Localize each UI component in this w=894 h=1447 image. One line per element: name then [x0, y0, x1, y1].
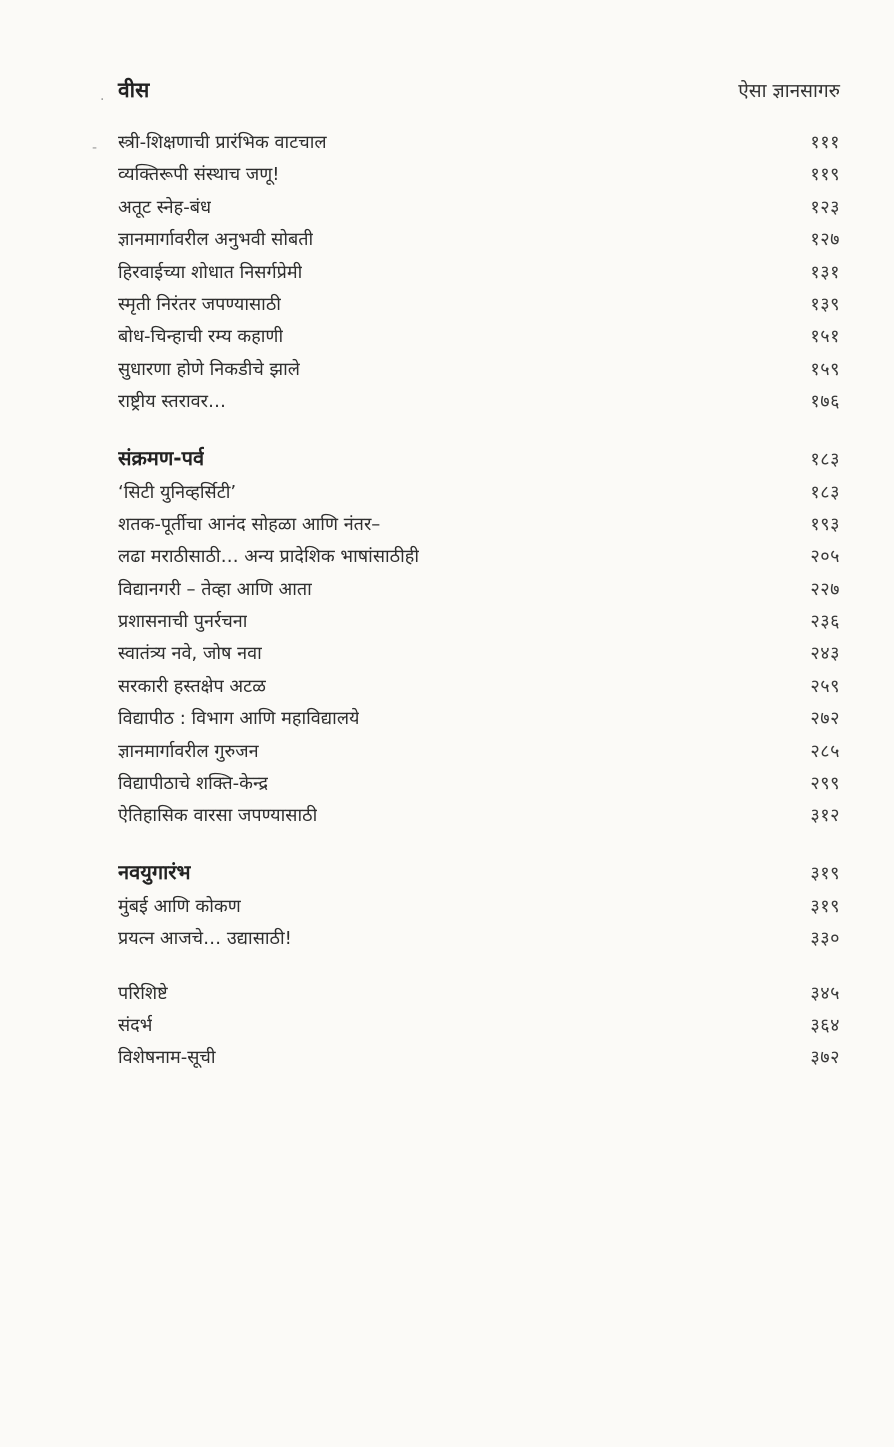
entry-title: प्रयत्न आजचे… उद्यासाठी!: [118, 928, 292, 950]
entry-title: विद्यापीठ : विभाग आणि महाविद्यालये: [118, 708, 360, 730]
entry-page: १९३: [810, 513, 840, 535]
entry-page: २७२: [810, 708, 840, 730]
entry-title: मुंबई आणि कोकण: [118, 895, 241, 917]
entry-title: ‘सिटी युनिव्हर्सिटी’: [118, 481, 237, 503]
table-of-contents: [118, 130, 840, 1078]
page-number-word: वीस: [118, 78, 150, 102]
toc-group-1: [118, 130, 840, 422]
toc-entry: [118, 641, 840, 673]
toc-entry: [118, 577, 840, 609]
entry-title: संदर्भ: [118, 1014, 153, 1036]
entry-page: २०५: [810, 546, 840, 568]
entry-title: विशेषनाम-सूची: [118, 1047, 216, 1069]
entry-title: स्वातंत्र्य नवे, जोष नवा: [118, 643, 262, 665]
section-page: ३१९: [810, 862, 840, 884]
toc-entry: [118, 389, 840, 421]
entry-title: परिशिष्टे: [118, 982, 168, 1004]
entry-page: २३६: [810, 611, 840, 633]
toc-entry: [118, 1013, 840, 1045]
stray-mark: ·: [100, 92, 105, 108]
toc-entry: [118, 227, 840, 259]
entry-page: ३३०: [810, 928, 840, 950]
toc-entry: [118, 706, 840, 738]
toc-entry: [118, 544, 840, 576]
entry-page: १७६: [810, 391, 840, 413]
stray-mark: -: [92, 140, 98, 156]
entry-title: सुधारणा होणे निकडीचे झाले: [118, 358, 301, 380]
entry-page: ३१९: [810, 895, 840, 917]
toc-entry: [118, 771, 840, 803]
entry-title: स्मृती निरंतर जपण्यासाठी: [118, 293, 281, 315]
toc-entry: [118, 130, 840, 162]
entry-page: ३१२: [810, 805, 840, 827]
entry-title: सरकारी हस्तक्षेप अटळ: [118, 675, 266, 697]
toc-entry: [118, 739, 840, 771]
entry-title: स्त्री-शिक्षणाची प्रारंभिक वाटचाल: [118, 132, 327, 153]
section-page: १८३: [810, 448, 840, 470]
toc-section-sankraman: [118, 444, 840, 836]
entry-title: ऐतिहासिक वारसा जपण्यासाठी: [118, 805, 318, 827]
entry-page: २८५: [810, 740, 840, 762]
toc-entry: [118, 357, 840, 389]
entry-page: २२७: [810, 578, 840, 600]
entry-page: १११: [810, 132, 840, 153]
entry-page: २९९: [810, 773, 840, 795]
section-heading: [118, 444, 840, 480]
entry-page: १८३: [810, 481, 840, 503]
entry-title: विद्यापीठाचे शक्ति-केन्द्र: [118, 773, 269, 795]
entry-title: शतक-पूर्तीचा आनंद सोहळा आणि नंतर–: [118, 513, 381, 535]
entry-title: बोध-चिन्हाची रम्य कहाणी: [118, 326, 284, 348]
toc-appendix: [118, 981, 840, 1078]
entry-page: २४३: [810, 643, 840, 665]
toc-entry: [118, 260, 840, 292]
toc-entry: [118, 609, 840, 641]
entry-page: ३६४: [810, 1014, 840, 1036]
entry-page: १५९: [810, 358, 840, 380]
entry-title: अतूट स्नेह-बंध: [118, 196, 212, 218]
toc-entry: [118, 292, 840, 324]
entry-page: १३९: [810, 293, 840, 315]
toc-entry: [118, 512, 840, 544]
toc-entry: [118, 926, 840, 958]
toc-section-navyugarambh: [118, 858, 840, 959]
entry-title: हिरवाईच्या शोधात निसर्गप्रेमी: [118, 261, 303, 283]
entry-title: ज्ञानमार्गावरील अनुभवी सोबती: [118, 229, 314, 251]
toc-entry: [118, 803, 840, 835]
entry-page: १५१: [810, 326, 840, 348]
entry-page: १२३: [810, 196, 840, 218]
toc-entry: [118, 162, 840, 194]
entry-page: १३१: [810, 261, 840, 283]
toc-entry: [118, 1045, 840, 1077]
entry-title: व्यक्तिरूपी संस्थाच जणू!: [118, 164, 280, 186]
toc-entry: [118, 324, 840, 356]
toc-entry: [118, 480, 840, 512]
toc-entry: [118, 894, 840, 926]
entry-title: लढा मराठीसाठी… अन्य प्रादेशिक भाषांसाठीही: [118, 546, 419, 568]
entry-title: राष्ट्रीय स्तरावर…: [118, 391, 227, 413]
section-title: नवयुगारंभ: [118, 859, 191, 884]
section-title: संक्रमण-पर्व: [118, 445, 205, 470]
entry-page: १२७: [810, 229, 840, 251]
running-title: ऐसा ज्ञानसागरु: [738, 80, 840, 102]
entry-page: ३७२: [810, 1047, 840, 1069]
section-heading: [118, 858, 840, 894]
entry-page: २५९: [810, 675, 840, 697]
toc-entry: [118, 981, 840, 1013]
entry-title: विद्यानगरी – तेव्हा आणि आता: [118, 578, 312, 600]
toc-entry: [118, 674, 840, 706]
entry-title: प्रशासनाची पुनर्रचना: [118, 611, 248, 633]
entry-page: ११९: [810, 164, 840, 186]
toc-entry: [118, 195, 840, 227]
entry-title: ज्ञानमार्गावरील गुरुजन: [118, 740, 259, 762]
entry-page: ३४५: [810, 982, 840, 1004]
page-header: [118, 76, 840, 106]
